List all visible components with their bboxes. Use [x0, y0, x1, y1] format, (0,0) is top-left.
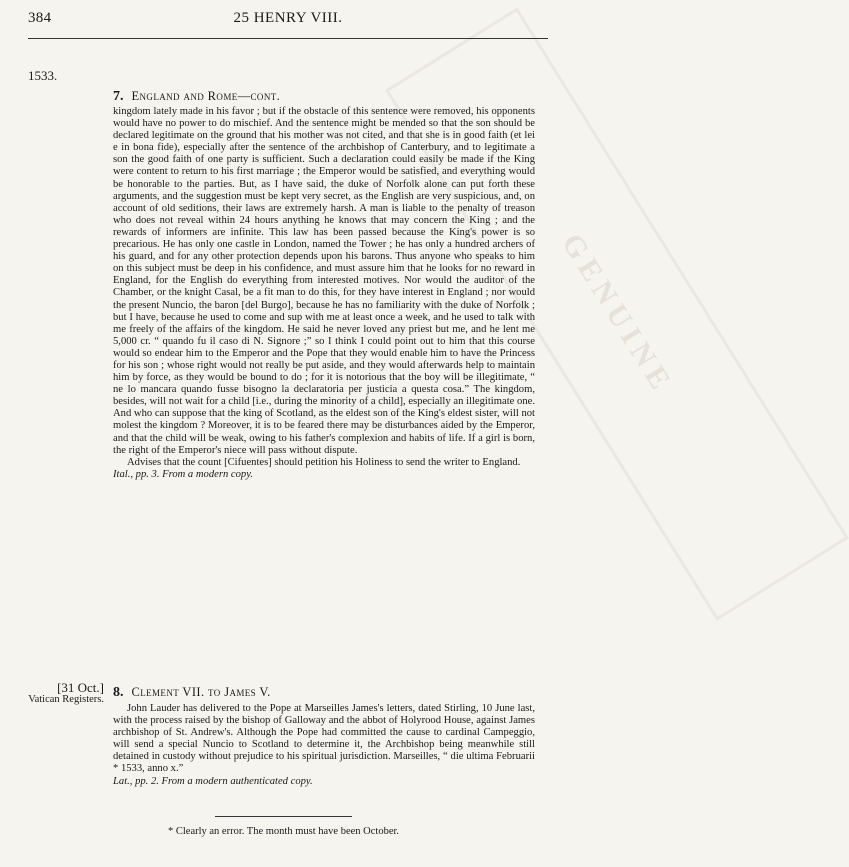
page-header [28, 6, 548, 32]
section-8-date: [31 Oct.] [57, 680, 104, 695]
section-8-title: Clement VII. to James V. [131, 685, 271, 699]
section-7-paragraph-2: Advises that the count [Cifuentes] should petition his Holiness to send the writer to England. [127, 456, 521, 468]
section-8-heading [113, 684, 271, 701]
section-7-source-note: Ital., pp. 3. From a modern copy. [113, 468, 253, 480]
section-7-heading [113, 88, 280, 105]
section-8-paragraph-1: John Lauder has delivered to the Pope at Marseilles James's letters, dated Stirling, 10 June last, with the process raised by the bishop of Galloway and the abbot of Holyrood House, against James archbishop of St. Andrew's. Although the Pope had committed the cause to cardinal Campeggio, will send a special Nuncio to Scotland to determine it, the Archbishop being meanwhile still detained in custody without prejudice to his spiritual jurisdiction. Marseilles, “ die ultima Februarii * 1533, anno x.” [113, 703, 535, 775]
section-8-archive-source: Vatican Registers. [28, 694, 104, 705]
section-7-body [113, 106, 535, 481]
page-number: 384 [28, 10, 52, 26]
running-title: 25 HENRY VIII. [233, 10, 343, 26]
header-rule [28, 38, 548, 39]
section-7-title: England and Rome—cont. [131, 89, 281, 103]
section-8-source-note: Lat., pp. 2. From a modern authenticated copy. [113, 775, 313, 787]
section-7-paragraph-1: kingdom lately made in his favor ; but if the obstacle of this sentence were removed, his opponents would have no power to do mischief. And the sentence might be mended so that the son should be declared legitimate on the ground that his mother was not cited, and that she is in good faith (et lei e in bona fide), especially after the sentence of the archbishop of Canterbury, and to legitimate a son the good faith of one party is sufficient. Such a declaration could easily be made if the King were content to return to his first marriage ; the Emperor would be satisfied, and everything would be honorable to the parties. But, as I have said, the duke of Norfolk alone can put forth these arguments, and the suggestion must be kept very secret, as the English are very suspicious, and, on account of old seditions, their laws are extremely harsh. A man is liable to the penalty of treason who does not reveal within 24 hours anything he knows that may concern the King ; and the rewards of informers are infinite. This law has been passed because the King's power is so precarious. He has only one castle in London, named the Tower ; he has only a hundred archers of his guard, and for any other protection depends upon his barons. Thus anyone who speaks to him on this subject must be deep in his confidence, and must assure him that he looks for no reward in England, for the English do everything from interested motives. Nor would the auditor of the Chamber, or the knight Casal, be a fit man to do this, for they have interest in England ; nor would the present Nuncio, the baron [del Burgo], because he has no familiarity with the duke of Norfolk ; but I have, because he used to come and sup with me at least once a week, and he used to talk with me freely of the affairs of the kingdom. He said he never loved any priest but me, and he lent me 5,000 cr. “ quando fu il caso di N. Signore ;” so I think I could point out to him that this course would so endear him to the Emperor and the Pope that they would enable him to have the Princess for his son ; whose right would not really be put aside, and they would afterwards help to maintain him by force, as they would be bound to do ; for it is notorious that the boy will be illegitimate, “ ne lo mancara quando fusse bisogno la declaratoria per justicia a questa cosa.” The kingdom, besides, will not wait for a child [i.e., during the minority of a child], especially an illegitimate one. And who can suppose that the king of Scotland, as the eldest son of the King's eldest sister, will not molest the kingdom ? Moreover, it is to be feared there may be disturbances aided by the Emperor, and that the child will be weak, owing to his father's complexion and habits of life. If a girl is born, the right of the Emperor's niece will pass without dispute. [113, 106, 535, 456]
watermark: GENUINE [385, 7, 849, 621]
footnote-rule [215, 816, 352, 817]
section-8-number: 8. [113, 685, 124, 700]
section-8-body [113, 703, 535, 788]
section-8-margin-note [24, 682, 104, 706]
year-marker: 1533. [28, 68, 58, 83]
section-7-number: 7. [113, 89, 124, 104]
footnote: * Clearly an error. The month must have been October. [167, 826, 400, 837]
